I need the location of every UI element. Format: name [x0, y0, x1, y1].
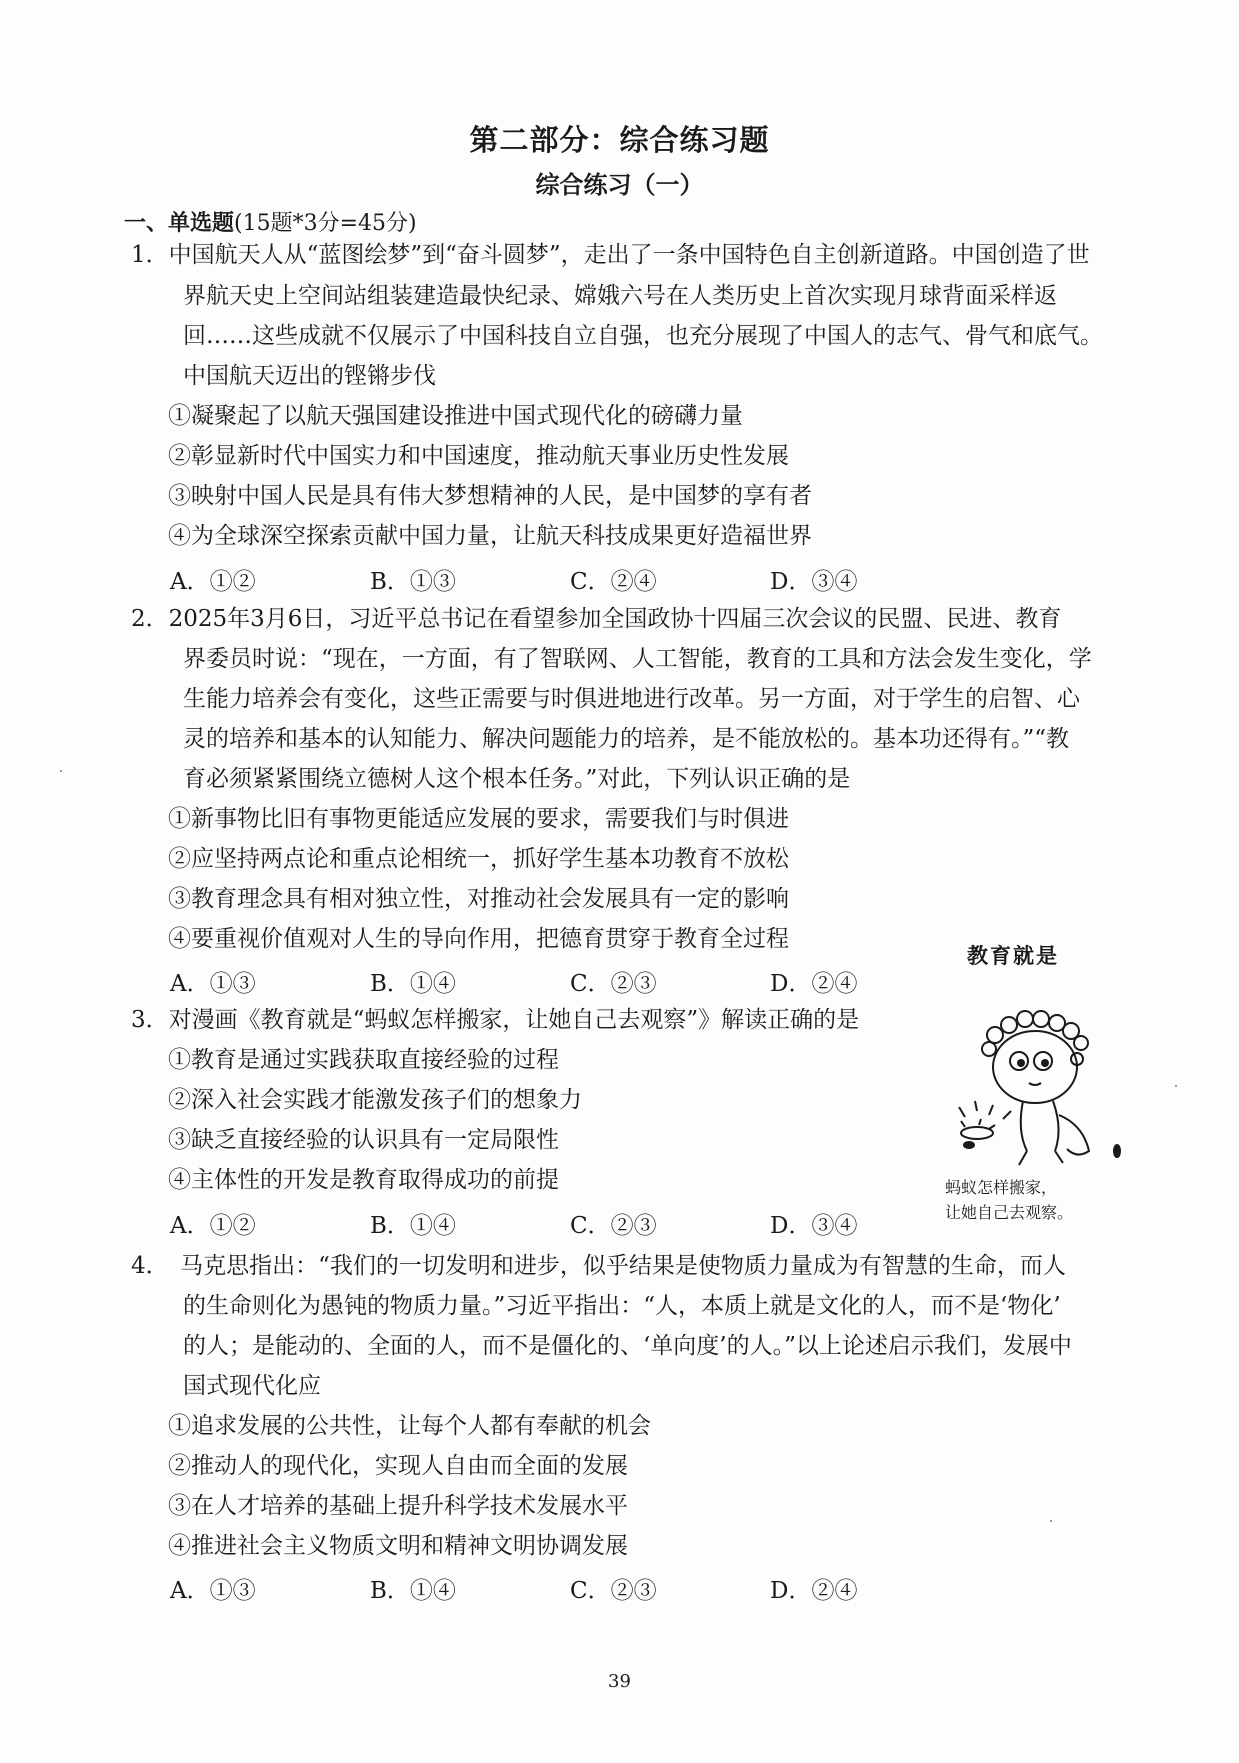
- question-3-option: ②深入社会实践才能激发孩子们的想象力: [168, 1087, 582, 1113]
- choice-b: B．①④: [370, 1578, 456, 1604]
- choice-c: C．②③: [570, 1578, 657, 1604]
- choice-b: B．①③: [370, 569, 456, 595]
- choice-c: C．②④: [570, 569, 657, 595]
- question-4-option: ②推动人的现代化，实现人自由而全面的发展: [168, 1453, 628, 1479]
- question-4-stem-line: 4． 马克思指出：“我们的一切发明和进步，似乎结果是使物质力量成为有智慧的生命，而人: [131, 1253, 1066, 1279]
- question-3-option: ④主体性的开发是教育取得成功的前提: [168, 1167, 559, 1193]
- question-4-stem-line: 的人；是能动的、全面的人，而不是僵化的、‘单向度’的人。”以上论述启示我们，发展中: [183, 1333, 1072, 1359]
- section-label: 一、单选题: [124, 210, 235, 236]
- question-4-option: ①追求发展的公共性，让每个人都有奉献的机会: [168, 1413, 651, 1439]
- choice-b: B．①④: [370, 1213, 456, 1239]
- question-3-option: ①教育是通过实践获取直接经验的过程: [168, 1047, 559, 1073]
- choice-c: C．②③: [570, 1213, 657, 1239]
- question-4-stem-line: 国式现代化应: [183, 1373, 321, 1399]
- section-score: (15题*3分=45分): [234, 211, 417, 236]
- question-4-choices: [170, 1572, 970, 1605]
- scan-speck: [1175, 1085, 1177, 1087]
- question-1-stem-line: 1．中国航天人从“蓝图绘梦”到“奋斗圆梦”，走出了一条中国特色自主创新道路。中国创造了世: [131, 242, 1090, 268]
- choice-d: D．②④: [770, 1578, 858, 1604]
- question-1-stem-line: 界航天史上空间站组装建造最快纪录、嫦娥六号在人类历史上首次实现月球背面采样返: [183, 283, 1057, 309]
- question-1-option: ④为全球深空探索贡献中国力量，让航天科技成果更好造福世界: [168, 523, 812, 549]
- question-1-option: ①凝聚起了以航天强国建设推进中国式现代化的磅礴力量: [168, 403, 743, 429]
- choice-a: A．①②: [170, 569, 256, 595]
- cartoon-child-drawing: [935, 975, 1145, 1175]
- question-4-option: ③在人才培养的基础上提升科学技术发展水平: [168, 1493, 628, 1519]
- question-2-option: ③教育理念具有相对独立性，对推动社会发展具有一定的影响: [168, 886, 789, 912]
- question-1-choices: [170, 563, 970, 596]
- scan-speck: [1050, 1520, 1052, 1522]
- choice-d: D．②④: [770, 971, 858, 997]
- page-subtitle: 综合练习（一）: [535, 170, 704, 199]
- question-1-option: ③映射中国人民是具有伟大梦想精神的人民，是中国梦的享有者: [168, 483, 812, 509]
- section-heading: [124, 206, 417, 237]
- question-2-stem-line: 灵的培养和基本的认知能力、解决问题能力的培养，是不能放松的。基本功还得有。”“教: [183, 726, 1070, 752]
- cartoon-caption-top: 教育就是: [967, 944, 1059, 968]
- question-2-stem-line: 育必须紧紧围绕立德树人这个根本任务。”对此，下列认识正确的是: [183, 766, 851, 792]
- question-2-option: ④要重视价值观对人生的导向作用，把德育贯穿于教育全过程: [168, 926, 789, 952]
- question-1-stem-line: 回……这些成就不仅展示了中国科技自立自强，也充分展现了中国人的志气、骨气和底气。: [183, 323, 1103, 349]
- question-3-option: ③缺乏直接经验的认识具有一定局限性: [168, 1127, 559, 1153]
- choice-a: A．①③: [170, 971, 256, 997]
- question-3-choices: [170, 1207, 970, 1240]
- choice-d: D．③④: [770, 1213, 858, 1239]
- scan-speck: [60, 770, 62, 772]
- question-3-stem-line: 3．对漫画《教育就是“蚂蚁怎样搬家，让她自己去观察”》解读正确的是: [131, 1007, 860, 1033]
- choice-a: A．①②: [170, 1213, 256, 1239]
- cartoon-illustration: [935, 930, 1145, 1230]
- cartoon-caption-bottom-1: 蚂蚁怎样搬家，: [945, 1178, 1058, 1197]
- page-title: 第二部分：综合练习题: [469, 123, 770, 157]
- choice-a: A．①③: [170, 1578, 256, 1604]
- choice-c: C．②③: [570, 971, 657, 997]
- question-1-option: ②彰显新时代中国实力和中国速度，推动航天事业历史性发展: [168, 443, 789, 469]
- choice-b: B．①④: [370, 971, 456, 997]
- question-2-choices: [170, 965, 970, 998]
- question-2-option: ①新事物比旧有事物更能适应发展的要求，需要我们与时俱进: [168, 806, 789, 832]
- page-number: 39: [608, 1671, 631, 1692]
- cartoon-caption-bottom-2: 让她自己去观察。: [945, 1203, 1074, 1222]
- question-4-stem-line: 的生命则化为愚钝的物质力量。”习近平指出：“人，本质上就是文化的人，而不是‘物化’: [183, 1293, 1061, 1319]
- question-2-stem-line: 生能力培养会有变化，这些正需要与时俱进地进行改革。另一方面，对于学生的启智、心: [183, 686, 1080, 712]
- question-2-stem-line: 2．2025年3月6日，习近平总书记在看望参加全国政协十四届三次会议的民盟、民进、教育: [131, 606, 1062, 632]
- choice-d: D．③④: [770, 569, 858, 595]
- question-2-option: ②应坚持两点论和重点论相统一，抓好学生基本功教育不放松: [168, 846, 789, 872]
- question-1-stem-line: 中国航天迈出的铿锵步伐: [183, 363, 436, 389]
- question-4-option: ④推进社会主义物质文明和精神文明协调发展: [168, 1533, 628, 1559]
- question-2-stem-line: 界委员时说：“现在，一方面，有了智联网、人工智能，教育的工具和方法会发生变化，学: [183, 646, 1092, 672]
